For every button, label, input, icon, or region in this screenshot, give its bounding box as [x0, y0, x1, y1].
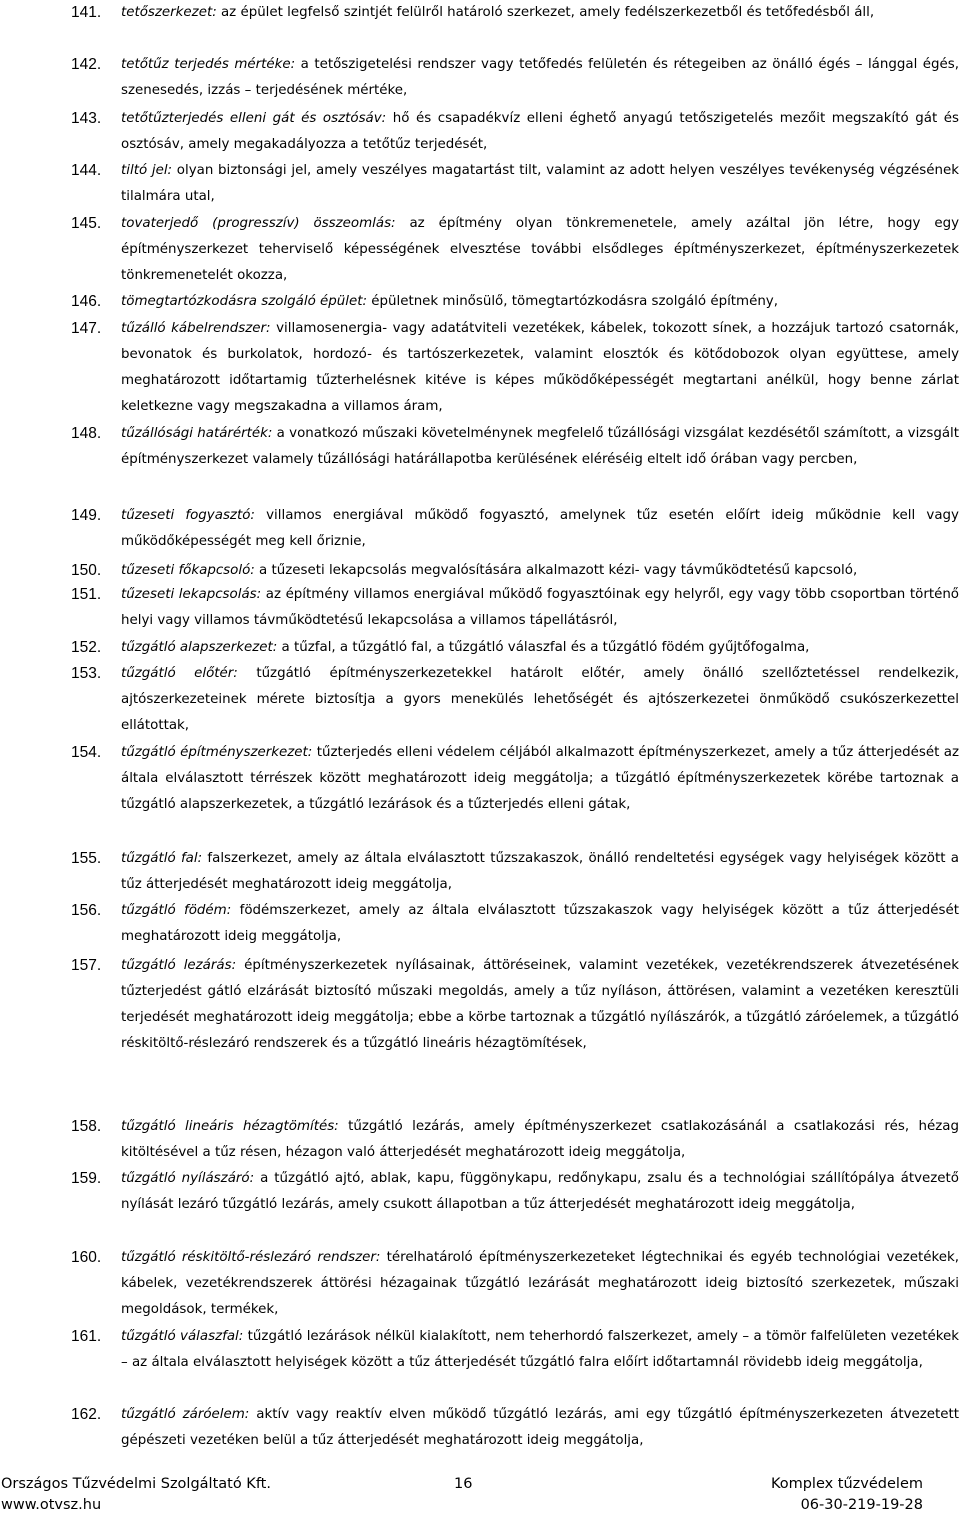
item-text: olyan biztonsági jel, amely veszélyes magatartást tilt, valamint az adott helyen veszélyes tevékenység végzésének tilalmára utal,: [121, 163, 959, 204]
item-text: a vonatkozó műszaki követelménynek megfelelő tűzállósági vizsgálat kezdésétől számított, a vizsgált építményszerkezet valamely tűzállósági határállapotba kerülésének eléréséig eltelt idő órában vagy percben,: [121, 426, 959, 467]
item-term: tűzgátló alapszerkezet:: [121, 640, 278, 655]
item-term: tűzeseti lekapcsolás:: [121, 587, 262, 602]
item-text: aktív vagy reaktív elven működő tűzgátló lezárás, ami egy tűzgátló építményszerkezeten átvezetett gépészeti vezetéken belül a tűz átterjedését meghatározott ideig meggátolja,: [121, 1407, 960, 1448]
item-body: [121, 898, 959, 950]
item-number: 154.: [71, 744, 102, 761]
item-body: [121, 1114, 959, 1166]
item-text: térelhatároló építményszerkezeteket légtechnikai és egyéb technológiai vezetékek, kábelek, vezetékrendszerek áttörési hézagainak tűzgátló lezárását meghatározott ideig biztosító szerkezetek, műszaki megoldások, termékek,: [121, 1250, 959, 1317]
item-text: a tetőszigetelési rendszer vagy tetőfedés felületén és rétegeiben az önálló égés – lánggal égés, szenesedés, izzás – terjedésének mértéke,: [121, 57, 959, 98]
item-body: [121, 582, 959, 634]
item-body: [121, 953, 959, 1057]
item-term: tetőtűz terjedés mértéke:: [121, 57, 296, 72]
item-number: 143.: [71, 110, 102, 127]
item-term: tetőszerkezet:: [121, 5, 217, 20]
item-number: 160.: [71, 1249, 102, 1266]
item-text: tűzgátló lezárás, amely építményszerkezet csatlakozásánál a csatlakozási rés, hézag kitöltésével a tűz résen, hézagon való átterjedését meghatározott ideig meggátolja,: [121, 1119, 959, 1160]
item-text: tűzterjedés elleni védelem céljából alkalmazott építményszerkezet, amely a tűz átterjedését az általa elválasztott térrészek között meghatározott ideig meggátolja; a tűzgátló építményszerkezetek körébe tartoznak a tűzgátló alapszerkezetek, a tűzgátló lezárások és a tűzterjedés elleni gátak,: [121, 745, 959, 812]
item-body: [121, 0, 959, 26]
item-text: az épület legfelső szintjét felülről határoló szerkezet, amely fedélszerkezetből és tetőfedésből áll,: [216, 5, 875, 20]
page-number: [454, 1474, 472, 1495]
item-term: tűzgátló válaszfal:: [121, 1329, 244, 1344]
item-text: födémszerkezet, amely az általa elválasztott tűzszakaszok vagy helyiségek között a tűz átterjedését meghatározott ideig meggátolja,: [121, 903, 960, 944]
item-term: tűzeseti főkapcsoló:: [121, 563, 255, 578]
item-term: tűzállósági határérték:: [121, 426, 273, 441]
item-number: 144.: [71, 162, 102, 179]
item-body: [121, 846, 959, 898]
item-number: 148.: [71, 425, 102, 442]
item-body: [121, 1245, 959, 1323]
item-text: a tűzeseti lekapcsolás megvalósítására alkalmazott kézi- vagy távműködtetésű kapcsoló,: [254, 563, 858, 578]
item-term: tiltó jel:: [121, 163, 173, 178]
footer-service: Komplex tűzvédelem: [770, 1476, 923, 1492]
item-term: tűzgátló előtér:: [121, 666, 238, 681]
item-number: 145.: [71, 215, 102, 232]
footer-right: [771, 1474, 923, 1516]
item-body: [121, 158, 959, 210]
item-body: [121, 421, 959, 473]
item-number: 158.: [71, 1118, 102, 1135]
item-number: 162.: [71, 1406, 102, 1423]
item-text: hő és csapadékvíz elleni éghető anyagú tetőszigetelés mezőit megszakító gát és osztósáv, amely megakadályozza a tetőtűz terjedését,: [121, 111, 959, 152]
item-term: tetőtűzterjedés elleni gát és osztósáv:: [121, 111, 387, 126]
item-text: az építmény olyan tönkremenetele, amely azáltal jön létre, hogy egy építményszerkezet teherviselő képességének elvesztése további elsődleges építményszerkezet, építményszerkezetek tönkremenetelét okozza,: [121, 216, 959, 283]
item-term: tűzgátló lezárás:: [121, 958, 237, 973]
item-number: 155.: [71, 850, 102, 867]
item-body: [121, 740, 959, 818]
item-term: tűzgátló fal:: [121, 851, 203, 866]
item-body: [121, 1324, 959, 1376]
item-term: tűzgátló záróelem:: [121, 1407, 250, 1422]
item-term: tömegtartózkodásra szolgáló épület:: [121, 294, 367, 309]
item-text: építményszerkezetek nyílásainak, áttöréseinek, valamint vezetékek, vezetékrendszerek átvezetésének tűzterjedést gátló elzárását biztosító műszaki megoldás, amely a tűz nyíláson, áttörésen, valamint a vezetéken keresztüli terjedését meghatározott ideig meggátolja; ebbe a körbe tartoznak a tűzgátló nyílászárók, a tűzgátló záróelemek, a tűzgátló réskitöltő-réslezáró rendszerek és a tűzgátló lineáris hézagtömítések,: [121, 958, 959, 1051]
item-text: tűzgátló lezárások nélkül kialakított, nem teherhordó falszerkezet, amely – a tömör falfelületen vezetékek – az általa elválasztott helyiségek között a tűz átterjedését tűzgátló falra előírt időtartamnál rövidebb ideig meggátolja,: [121, 1329, 959, 1370]
item-number: 153.: [71, 665, 102, 682]
item-body: [121, 635, 959, 661]
item-body: [121, 211, 959, 289]
item-term: tűzgátló födém:: [121, 903, 232, 918]
item-number: 159.: [71, 1170, 102, 1187]
item-body: [121, 503, 959, 555]
item-body: [121, 661, 959, 739]
item-number: 161.: [71, 1328, 102, 1345]
item-text: tűzgátló építményszerkezetekkel határolt előtér, amely önálló szellőztetéssel rendelkezik, ajtószerkezeteinek mérete biztosítja a gyors menekülés lehetőségét és ajtószerkezetei önműködő csukószerkezettel ellátottak,: [121, 666, 959, 733]
item-text: az építmény villamos energiával működő fogyasztóinak egy helyről, egy vagy több csoportban történő helyi vagy villamos távműködtetésű lekapcsolása a villamos tápellátásról,: [121, 587, 959, 628]
item-text: villamos energiával működő fogyasztó, amelynek tűz esetén előírt ideig működnie kell vagy működőképességét meg kell őriznie,: [121, 508, 959, 549]
item-number: 151.: [71, 586, 102, 603]
item-number: 142.: [71, 56, 102, 73]
page-number-label: 16: [454, 1476, 473, 1492]
item-body: [121, 1166, 959, 1218]
item-term: tűzgátló lineáris hézagtömítés:: [121, 1119, 339, 1134]
item-term: tűzgátló építményszerkezet:: [121, 745, 313, 760]
item-body: [121, 52, 959, 104]
item-body: [121, 1402, 959, 1454]
item-body: [121, 106, 959, 158]
item-term: tűzgátló nyílászáró:: [121, 1171, 255, 1186]
footer-org-name: Országos Tűzvédelmi Szolgáltató Kft.: [1, 1476, 271, 1492]
item-text: a tűzfal, a tűzgátló fal, a tűzgátló válaszfal és a tűzgátló födém gyűjtőfogalma,: [277, 640, 810, 655]
item-body: [121, 316, 959, 420]
item-number: 152.: [71, 639, 102, 656]
footer-website-link[interactable]: www.otvsz.hu: [1, 1497, 102, 1513]
item-number: 156.: [71, 902, 102, 919]
item-body: [121, 558, 959, 584]
item-number: 147.: [71, 320, 102, 337]
item-term: tűzeseti fogyasztó:: [121, 508, 255, 523]
item-term: tovaterjedő (progresszív) összeomlás:: [121, 216, 396, 231]
item-text: a tűzgátló ajtó, ablak, kapu, függönykapu, redőnykapu, zsalu és a technológiai szállítópálya átvezető nyílását lezáró tűzgátló lezárás, amely csukott állapotban a tűz átterjedését meghatározott ideig meggátolja,: [121, 1171, 959, 1212]
item-number: 149.: [71, 507, 102, 524]
item-number: 157.: [71, 957, 102, 974]
page-footer: [0, 1474, 960, 1516]
footer-phone: 06-30-219-19-28: [800, 1497, 923, 1513]
item-term: tűzgátló réskitöltő-réslezáró rendszer:: [121, 1250, 381, 1265]
item-number: 141.: [71, 4, 102, 21]
item-text: falszerkezet, amely az általa elválasztott tűzszakaszok, önálló rendeltetési egységek vagy helyiségek között a tűz átterjedését meghatározott ideig meggátolja,: [121, 851, 959, 892]
item-text: épületnek minősülő, tömegtartózkodásra szolgáló építmény,: [367, 294, 778, 309]
item-body: [121, 289, 959, 315]
item-number: 146.: [71, 293, 102, 310]
item-number: 150.: [71, 562, 102, 579]
footer-left: [1, 1474, 271, 1516]
item-term: tűzálló kábelrendszer:: [121, 321, 271, 336]
item-text: villamosenergia- vagy adatátviteli vezetékek, kábelek, tokozott sínek, a hozzájuk tartozó csatornák, bevonatok és burkolatok, hordozó- és tartószerkezetek, valamint elosztók és kötődobozok olyan együttese, amely meghatározott időtartamig tűzterhelésnek kitéve is képes működőképességét megtartani anélkül, hogy benne zárlat keletkezne vagy megszakadna a villamos áram,: [121, 321, 959, 414]
